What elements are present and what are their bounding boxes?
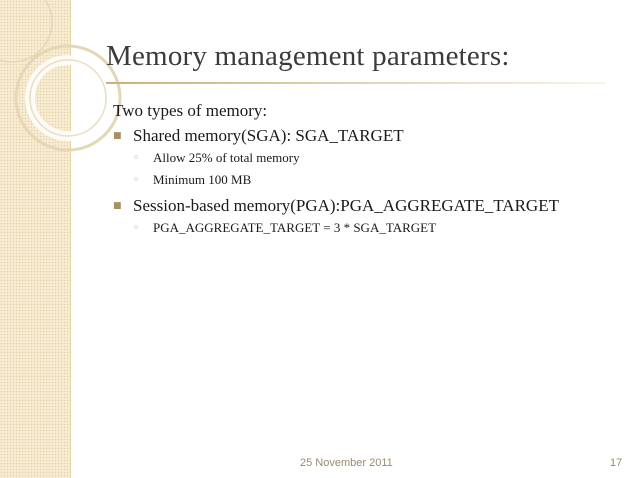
sub-bullet-text: Minimum 100 MB bbox=[153, 172, 252, 187]
page-number: 17 bbox=[610, 457, 623, 469]
square-bullet-icon: ■ bbox=[113, 201, 122, 211]
footer-date: 25 November 2011 bbox=[300, 457, 393, 469]
circle-bullet-icon: ◦ bbox=[133, 221, 140, 234]
slide-content bbox=[113, 100, 613, 241]
bullet-item-session-memory bbox=[113, 195, 613, 219]
circle-bullet-icon: ◦ bbox=[133, 173, 140, 186]
sub-bullet-item bbox=[113, 149, 613, 171]
sub-bullet-text: PGA_AGGREGATE_TARGET = 3 * SGA_TARGET bbox=[153, 220, 437, 235]
bullet-text: Shared memory(SGA): SGA_TARGET bbox=[133, 126, 404, 145]
title-underline bbox=[106, 82, 606, 84]
circle-bullet-icon: ◦ bbox=[133, 151, 140, 164]
bullet-item-shared-memory bbox=[113, 125, 613, 149]
bullet-text: Session-based memory(PGA):PGA_AGGREGATE_TARGET bbox=[133, 196, 559, 215]
sub-bullet-text: Allow 25% of total memory bbox=[153, 150, 300, 165]
sub-bullet-item bbox=[113, 219, 613, 241]
slide-title: Memory management parameters: bbox=[106, 40, 510, 72]
intro-text: Two types of memory: bbox=[113, 101, 268, 120]
square-bullet-icon: ■ bbox=[113, 131, 122, 141]
sub-bullet-item bbox=[113, 171, 613, 193]
